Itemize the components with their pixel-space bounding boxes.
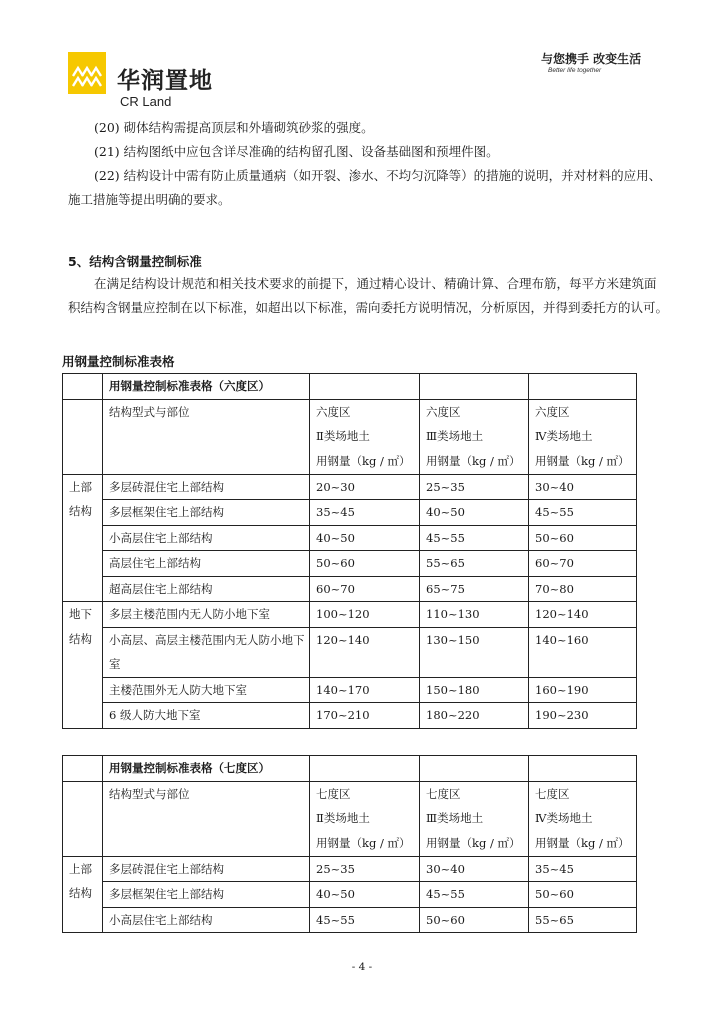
table-title: 用钢量控制标准表格（七度区）: [103, 756, 310, 782]
cell-value: 30~40: [529, 474, 637, 500]
cell-value: 20~30: [310, 474, 420, 500]
cell-value: 50~60: [420, 907, 529, 933]
steel-table-six-degree: [62, 373, 637, 729]
item-22: (22) 结构设计中需有防止质量通病（如开裂、渗水、不均匀沉降等）的措施的说明，并对材料的应用、施工措施等提出明确的要求。: [68, 168, 662, 207]
cell-value: 40~50: [310, 525, 420, 551]
logo-mark: [68, 52, 106, 94]
cell-value: 190~230: [529, 703, 637, 729]
page-number: - 4 -: [351, 961, 373, 973]
cell-value: 120~140: [529, 602, 637, 628]
slogan-en: Better life together: [548, 67, 602, 74]
table-title: 用钢量控制标准表格（六度区）: [103, 374, 310, 400]
cell-value: 120~140: [310, 627, 420, 677]
row-name: 高层住宅上部结构: [103, 551, 310, 577]
row-name: 多层砖混住宅上部结构: [103, 474, 310, 500]
item-21: (21) 结构图纸中应包含详尽准确的结构留孔图、设备基础图和预埋件图。: [94, 144, 499, 159]
cell-value: 45~55: [420, 525, 529, 551]
cell-value: 50~60: [529, 525, 637, 551]
cell-value: 45~55: [310, 907, 420, 933]
cell-value: 100~120: [310, 602, 420, 628]
table-caption: 用钢量控制标准表格: [62, 354, 175, 369]
cell-value: 45~55: [420, 882, 529, 908]
cell-value: 50~60: [310, 551, 420, 577]
slogan: 与您携手 改变生活: [541, 52, 642, 66]
cell-value: 150~180: [420, 677, 529, 703]
row-name: 多层框架住宅上部结构: [103, 500, 310, 526]
cell-value: 160~190: [529, 677, 637, 703]
row-name: 超高层住宅上部结构: [103, 576, 310, 602]
item-20: (20) 砌体结构需提高顶层和外墙砌筑砂浆的强度。: [94, 120, 374, 135]
cell-value: 140~160: [529, 627, 637, 677]
row-name: 主楼范围外无人防大地下室: [103, 677, 310, 703]
col-header: 七度区 Ⅱ类场地土 用钢量（kg / ㎡）: [310, 781, 420, 856]
corner-cell: [63, 374, 103, 400]
group-upper: 上部 结构: [63, 856, 103, 933]
cell-value: 55~65: [420, 551, 529, 577]
logo-icon: [68, 52, 106, 94]
cell-value: 60~70: [529, 551, 637, 577]
cell-value: 25~35: [420, 474, 529, 500]
steel-table-seven-degree: [62, 755, 637, 933]
row-name: 小高层住宅上部结构: [103, 525, 310, 551]
cell-value: 55~65: [529, 907, 637, 933]
cell-value: 130~150: [420, 627, 529, 677]
col-header: 六度区 Ⅱ类场地土 用钢量（kg / ㎡）: [310, 399, 420, 474]
row-name: 6 级人防大地下室: [103, 703, 310, 729]
logo-text-en: CR Land: [120, 94, 172, 109]
row-name: 多层主楼范围内无人防小地下室: [103, 602, 310, 628]
cell-value: 40~50: [310, 882, 420, 908]
section-paragraph: 在满足结构设计规范和相关技术要求的前提下，通过精心设计、精确计算、合理布筋，每平方米建筑面积结构含钢量应控制在以下标准，如超出以下标准，需向委托方说明情况，分析原因，并得到委托方的认可。: [68, 276, 669, 315]
cell-value: 70~80: [529, 576, 637, 602]
cell-value: 180~220: [420, 703, 529, 729]
logo-text-cn: 华润置地: [117, 68, 213, 94]
corner-cell: [63, 756, 103, 782]
row-name: 多层框架住宅上部结构: [103, 882, 310, 908]
col-header: 七度区 Ⅳ类场地土 用钢量（kg / ㎡）: [529, 781, 637, 856]
cell-value: 35~45: [529, 856, 637, 882]
cell-value: 40~50: [420, 500, 529, 526]
cell-value: 170~210: [310, 703, 420, 729]
group-underground: 地下 结构: [63, 602, 103, 729]
struct-header: 结构型式与部位: [103, 399, 310, 474]
col-header: 七度区 Ⅲ类场地土 用钢量（kg / ㎡）: [420, 781, 529, 856]
row-name: 小高层住宅上部结构: [103, 907, 310, 933]
section-title: 5、结构含钢量控制标准: [68, 254, 202, 269]
cell-value: 25~35: [310, 856, 420, 882]
cell-value: 60~70: [310, 576, 420, 602]
cell-value: 65~75: [420, 576, 529, 602]
cell-value: 45~55: [529, 500, 637, 526]
cell-value: 140~170: [310, 677, 420, 703]
col-header: 六度区 Ⅲ类场地土 用钢量（kg / ㎡）: [420, 399, 529, 474]
group-upper: 上部 结构: [63, 474, 103, 602]
cell-value: 35~45: [310, 500, 420, 526]
row-name: 多层砖混住宅上部结构: [103, 856, 310, 882]
struct-header: 结构型式与部位: [103, 781, 310, 856]
cell-value: 50~60: [529, 882, 637, 908]
cell-value: 110~130: [420, 602, 529, 628]
cell-value: 30~40: [420, 856, 529, 882]
row-name: 小高层、高层主楼范围内无人防小地下室: [103, 627, 310, 677]
col-header: 六度区 Ⅳ类场地土 用钢量（kg / ㎡）: [529, 399, 637, 474]
